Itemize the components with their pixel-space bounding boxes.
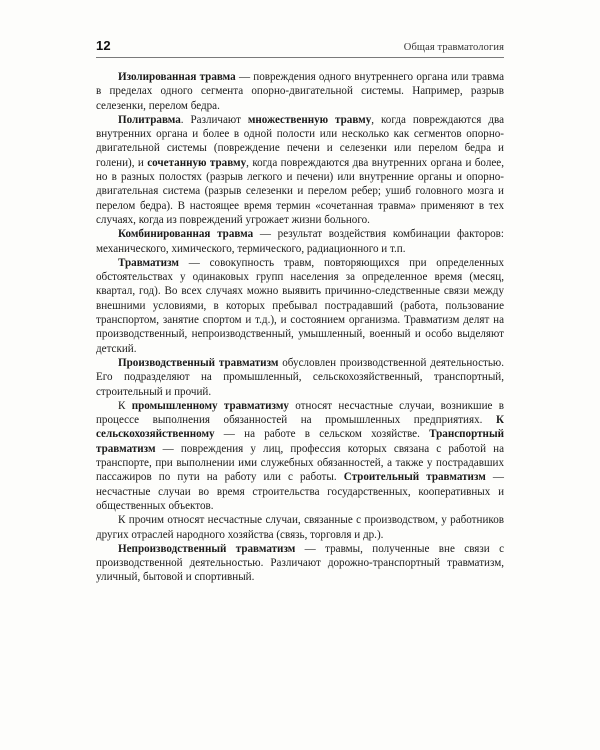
- term-emphasis: Строительный травматизм: [343, 471, 486, 484]
- term-emphasis: сочетанную травму: [147, 156, 247, 169]
- text-run: относят несчастные случаи, возникшие в процессе выполнения обязанностей на промышленных предприятиях.: [96, 399, 504, 427]
- paragraph-isolated-trauma: [96, 70, 504, 113]
- paragraph-combined-trauma: [96, 227, 504, 256]
- term-emphasis: Изолированная травма: [118, 71, 236, 83]
- term-emphasis: Политравма: [118, 113, 181, 126]
- term-emphasis: Травматизм: [118, 256, 179, 269]
- term-emphasis: промышленному травматизму: [131, 399, 289, 412]
- paragraph-industrial-traumatism: [96, 356, 504, 399]
- paragraph-non-industrial-traumatism: [96, 542, 504, 585]
- term-emphasis: множественную травму: [247, 113, 372, 126]
- text-run: обусловлен производственной деятельностью. Его подразделяют на промышленный, сельскохозяйственный, транспортный, строительный и прочий.: [96, 356, 504, 398]
- page-content: [96, 38, 504, 585]
- text-run: , когда повреждаются два внутренних органа и более в одной полости или несколько как сегментов опорно-двигательной системы (повреждение печени и селезенки или перелом бедра и голени), и: [96, 113, 504, 169]
- page-number: 12: [96, 38, 111, 53]
- paragraph-traumatism: [96, 256, 504, 356]
- text-run: — повреждения одного внутреннего органа или травма в пределах одного сегмента опорно-двигательной системы. Например, разрыв селезенки, перелом бедра.: [96, 71, 504, 112]
- paragraph-kinds-of-traumatism: [96, 399, 504, 513]
- paragraph-polytrauma: [96, 113, 504, 227]
- page-header: [96, 38, 504, 53]
- body-text: [96, 70, 504, 585]
- text-run: — повреждения у лиц, профессия которых связана с работой на транспорте, при выполнении ими служебных обязанностей, а также у пострадавших пассажиров по пути на работу или с работы.: [96, 442, 504, 484]
- text-run: , когда повреждаются два внутренних органа и более, но в разных полостях (разрыв легкого и печени) или внутренние органы и опорно-двигательная система (разрыв селезенки и перелом ребер; ушиб головного мозга и перелом бедра). В настоящее время термин «сочетанная травма» применяют в тех случаях, когда из повреждений угрожает жизни больного.: [96, 156, 504, 226]
- text-run: — травмы, полученные вне связи с производственной деятельностью. Различают дорожно-транспортный травматизм, уличный, бытовой и спортивный.: [96, 542, 504, 584]
- header-divider: [96, 57, 504, 58]
- text-run: К: [118, 399, 132, 412]
- term-emphasis: К сельскохозяйственному: [96, 414, 504, 441]
- term-emphasis: Комбинированная травма: [118, 228, 254, 241]
- term-emphasis: Производственный травматизм: [118, 356, 279, 369]
- term-emphasis: Транспортный травматизм: [96, 428, 504, 455]
- text-run: — на работе в сельском хозяйстве.: [214, 428, 430, 441]
- text-run: — совокупность травм, повторяющихся при определенных обстоятельствах у одинаковых групп населения за определенное время (месяц, квартал, год). Во всех случаях можно выявить причинно-следственные связи между внешними условиями, в которых пребывал пострадавший (работа, пользование транспортом, занятие спортом и т.д.), и состоянием организма. Травматизм делят на производственный, непроизводственный, умышленный, военный и особо выделяют детский.: [96, 256, 504, 355]
- running-head: Общая травматология: [403, 42, 504, 53]
- text-run: . Различают: [180, 113, 248, 126]
- paragraph-other-traumatism: [96, 513, 504, 542]
- text-run: — несчастные случаи во время строительства государственных, кооперативных и общественных объектов.: [96, 471, 504, 512]
- term-emphasis: Непроизводственный травматизм: [118, 542, 296, 555]
- text-run: К прочим относят несчастные случаи, связанные с производством, у работников других отраслей народного хозяйства (связь, торговля и др.).: [96, 514, 504, 541]
- text-run: — результат воздействия комбинации факторов: механического, химического, термического, радиационного и т.п.: [96, 228, 504, 255]
